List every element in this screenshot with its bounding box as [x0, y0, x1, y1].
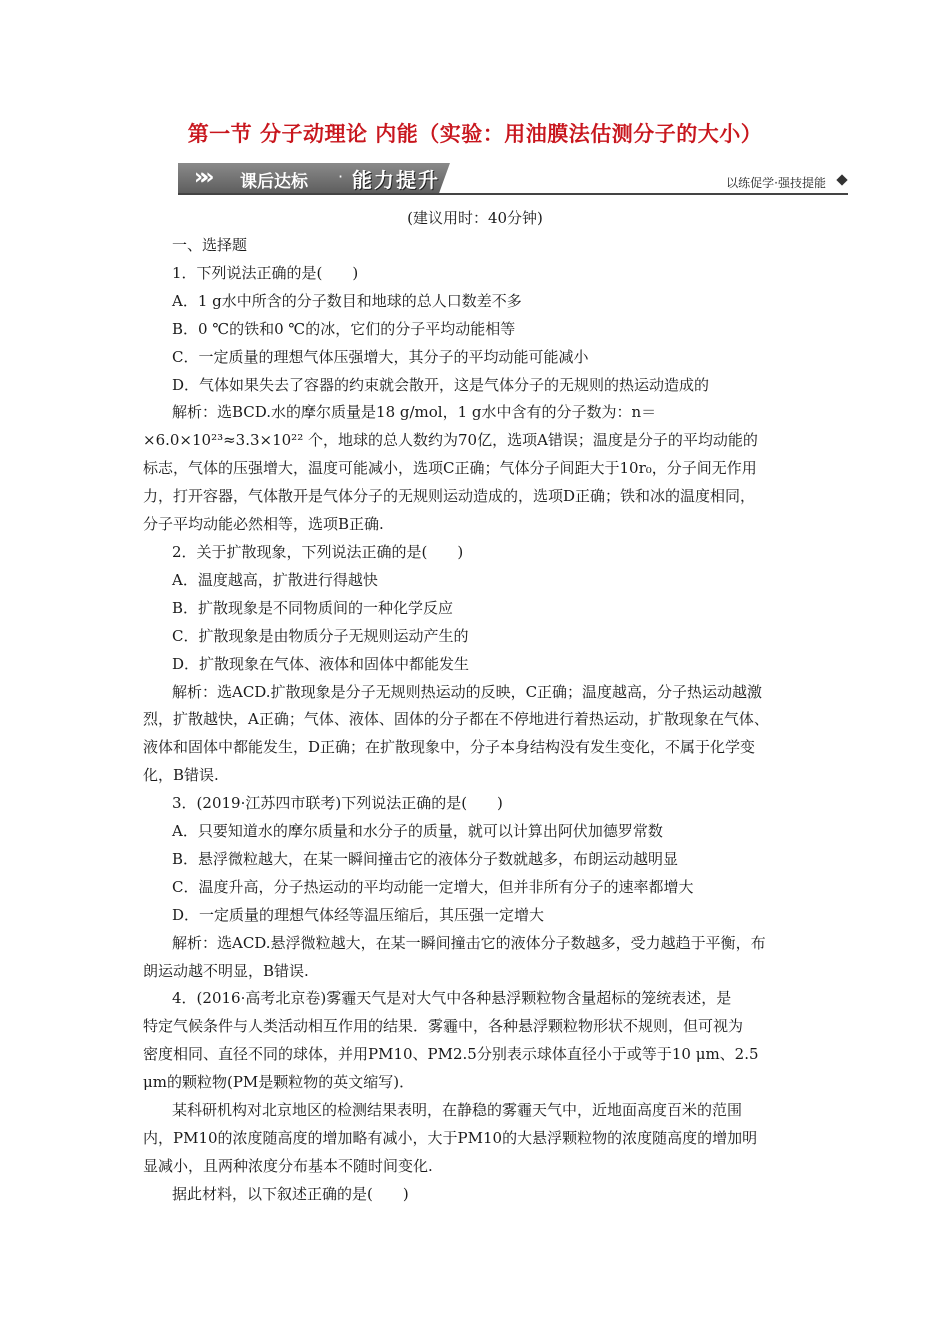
text-line: 一、选择题 — [172, 236, 248, 254]
page-title: 第一节 分子动理论 内能（实验：用油膜法估测分子的大小） — [187, 122, 763, 146]
text-line: C．一定质量的理想气体压强增大，其分子的平均动能可能减小 — [172, 347, 589, 366]
text-line: 显减小，且两种浓度分布基本不随时间变化. — [143, 1156, 433, 1175]
text-line: B．悬浮微粒越大，在某一瞬间撞击它的液体分子数就越多，布朗运动越明显 — [172, 849, 679, 868]
text-line: 解析：选BCD.水的摩尔质量是18 g/mol，1 g水中含有的分子数为：n＝ — [172, 403, 657, 422]
text-line: 力，打开容器，气体散开是气体分子的无规则运动造成的，选项D正确；铁和冰的温度相同， — [143, 487, 756, 506]
banner-slogan: 以练促学·强技提能 — [726, 176, 826, 190]
text-line: 解析：选ACD.扩散现象是分子无规则热运动的反映，C正确；温度越高，分子热运动越激 — [172, 682, 763, 701]
banner-dot: · — [338, 167, 344, 186]
text-line: ×6.0×10²³≈3.3×10²² 个，地球的总人数约为70亿，选项A错误；温度是分子的平均动能的 — [143, 431, 758, 450]
text-line: 烈，扩散越快，A正确；气体、液体、固体的分子都在不停地进行着热运动，扩散现象在气体、 — [143, 710, 769, 729]
chevron-right-icon: »» — [194, 165, 207, 190]
text-line: 4．(2016·高考北京卷)雾霾天气是对大气中各种悬浮颗粒物含量超标的笼统表述，是 — [172, 989, 732, 1008]
document-body — [143, 232, 806, 1209]
text-line: 分子平均动能必然相等，选项B正确. — [143, 515, 384, 534]
text-line: B．扩散现象是不同物质间的一种化学反应 — [172, 598, 454, 617]
banner-label: 课后达标 — [240, 172, 308, 192]
text-line: A．1 g水中所含的分子数目和地球的总人口数差不多 — [172, 291, 522, 310]
text-line: 1．下列说法正确的是( ) — [172, 263, 359, 282]
text-line: 密度相同、直径不同的球体，并用PM10、PM2.5分别表示球体直径小于或等于10 μm、2.5 — [143, 1045, 759, 1064]
text-line: 液体和固体中都能发生，D正确；在扩散现象中，分子本身结构没有发生变化，不属于化学变 — [143, 738, 756, 757]
text-line: 某科研机构对北京地区的检测结果表明，在静稳的雾霾天气中，近地面高度百米的范围 — [172, 1101, 743, 1120]
text-line: 内，PM10的浓度随高度的增加略有减小，大于PM10的大悬浮颗粒物的浓度随高度的增加明 — [143, 1129, 758, 1147]
text-line: D．气体如果失去了容器的约束就会散开，这是气体分子的无规则的热运动造成的 — [172, 375, 710, 394]
text-line: 朗运动越不明显，B错误. — [143, 961, 309, 980]
text-line: 特定气候条件与人类活动相互作用的结果．雾霾中，各种悬浮颗粒物形状不规则，但可视为 — [143, 1017, 744, 1036]
banner-emphasis: 能力提升 — [352, 168, 440, 192]
text-line: 标志，气体的压强增大，温度可能减小，选项C正确；气体分子间距大于10r₀，分子间无作用 — [143, 459, 757, 478]
text-line: A．只要知道水的摩尔质量和水分子的质量，就可以计算出阿伏加德罗常数 — [172, 822, 663, 841]
text-line: 据此材料，以下叙述正确的是( ) — [172, 1184, 409, 1203]
text-line: 3．(2019·江苏四市联考)下列说法正确的是( ) — [172, 794, 503, 813]
diamond-icon — [836, 174, 847, 185]
suggested-time: (建议用时：40分钟) — [407, 209, 543, 227]
text-line: 2．关于扩散现象，下列说法正确的是( ) — [172, 542, 464, 561]
text-line: D．扩散现象在气体、液体和固体中都能发生 — [172, 654, 470, 673]
text-line: A．温度越高，扩散进行得越快 — [172, 570, 378, 589]
text-line: C．温度升高，分子热运动的平均动能一定增大，但并非所有分子的速率都增大 — [172, 877, 694, 896]
text-line: B．0 ℃的铁和0 ℃的冰，它们的分子平均动能相等 — [172, 319, 516, 338]
text-line: μm的颗粒物(PM是颗粒物的英文缩写)． — [143, 1073, 415, 1092]
text-line: D．一定质量的理想气体经等温压缩后，其压强一定增大 — [172, 905, 545, 924]
section-banner — [178, 163, 848, 195]
text-line: 化，B错误. — [143, 766, 219, 785]
text-line: 解析：选ACD.悬浮微粒越大，在某一瞬间撞击它的液体分子数越多，受力越趋于平衡，布 — [172, 933, 766, 952]
text-line: C．扩散现象是由物质分子无规则运动产生的 — [172, 626, 469, 645]
banner-divider — [178, 193, 848, 195]
